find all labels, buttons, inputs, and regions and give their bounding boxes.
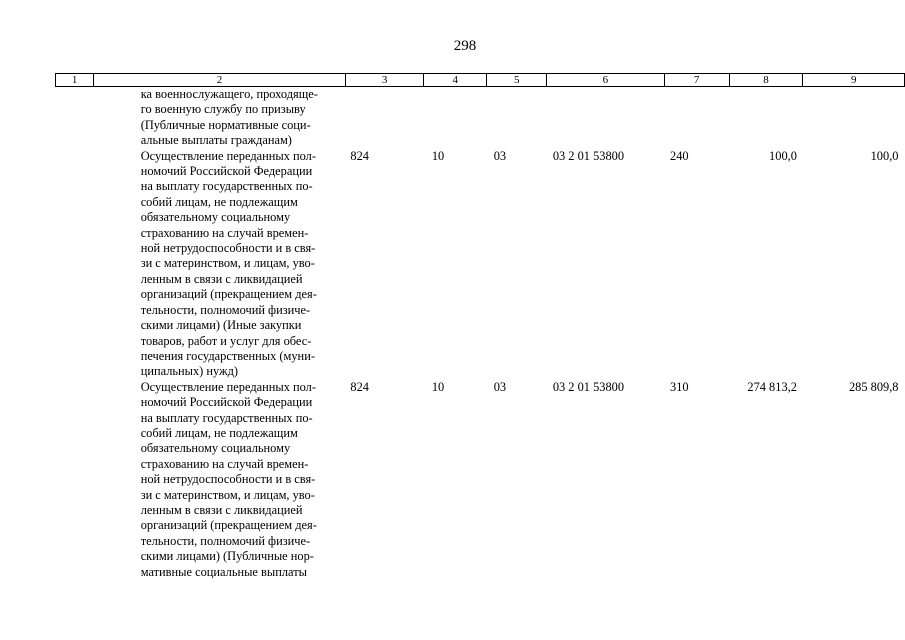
description-line: зи с материнством, и лицам, уво-: [140, 256, 315, 271]
description-line: организаций (прекращением дея-: [140, 287, 317, 302]
header-row: [56, 74, 905, 87]
budget-table: [55, 73, 905, 580]
header-col-5: 5: [487, 74, 547, 87]
table-row: [56, 87, 905, 149]
description-line: Осуществление переданных пол-: [140, 379, 316, 394]
description-line: го военную службу по призыву: [140, 102, 306, 117]
cell-admin-code: 824: [350, 148, 369, 163]
description-line: обязательному социальному: [140, 441, 291, 456]
description-line: ной нетрудоспособности и в свя-: [140, 472, 316, 487]
description-line: товаров, работ и услуг для обес-: [140, 333, 312, 348]
description-line: Осуществление переданных пол-: [140, 148, 316, 163]
header-col-2: 2: [94, 74, 346, 87]
cell-amount-year-2: 285 809,8: [848, 379, 899, 394]
description-line: на выплату государственных по-: [140, 410, 313, 425]
table-row: [56, 149, 905, 380]
cell-section: [424, 87, 487, 149]
cell-target-article: 03 2 01 53800: [552, 379, 625, 394]
cell-amount-year-1: [729, 87, 803, 149]
cell-amount-year-1: 274 813,2: [747, 379, 797, 394]
cell-amount-year-2: 100,0: [870, 148, 899, 163]
cell-target-article: [547, 87, 664, 149]
description-line: мативные социальные выплаты: [140, 564, 307, 579]
description-line: номочий Российской Федерации: [140, 164, 313, 179]
description-line: ленным в связи с ликвидацией: [140, 271, 303, 286]
description-line: ципальных) нужд): [140, 364, 239, 379]
cell-subsection: [487, 87, 547, 149]
header-col-8: 8: [729, 74, 803, 87]
description-line: скими лицами) (Публичные нор-: [140, 549, 314, 564]
cell-expense-type: 310: [670, 379, 689, 394]
description-line: скими лицами) (Иные закупки: [140, 318, 302, 333]
description-line: страхованию на случай времен-: [140, 456, 309, 471]
header-col-6: 6: [547, 74, 664, 87]
cell-subsection: 03: [493, 379, 507, 394]
description-line: тельности, полномочий физиче-: [140, 302, 311, 317]
header-col-3: 3: [345, 74, 423, 87]
description-line: тельности, полномочий физиче-: [140, 533, 311, 548]
cell-amount-year-2: [803, 87, 905, 149]
cell-col-1: [56, 380, 94, 580]
description-line: страхованию на случай времен-: [140, 225, 309, 240]
cell-section: 10: [431, 148, 445, 163]
header-col-1: 1: [56, 74, 94, 87]
description-line: ной нетрудоспособности и в свя-: [140, 241, 316, 256]
description-line: альные выплаты гражданам): [140, 133, 292, 148]
cell-expense-type: 240: [670, 148, 689, 163]
description-line: номочий Российской Федерации: [140, 395, 313, 410]
cell-admin-code: 824: [350, 379, 369, 394]
cell-section: 10: [431, 379, 445, 394]
description-line: ленным в связи с ликвидацией: [140, 502, 303, 517]
description-line: (Публичные нормативные соци-: [140, 117, 311, 132]
description-line: зи с материнством, и лицам, уво-: [140, 487, 315, 502]
cell-target-article: 03 2 01 53800: [552, 148, 625, 163]
description-line: на выплату государственных по-: [140, 179, 313, 194]
cell-admin-code: [345, 87, 423, 149]
row-description: [94, 87, 346, 149]
table-body: [56, 87, 905, 581]
cell-col-1: [56, 149, 94, 380]
description-line: организаций (прекращением дея-: [140, 518, 317, 533]
row-description: [94, 149, 346, 380]
page-number: 298: [453, 38, 477, 54]
header-col-4: 4: [424, 74, 487, 87]
cell-subsection: 03: [493, 148, 507, 163]
row-description: [94, 380, 346, 580]
description-line: собий лицам, не подлежащим: [140, 194, 298, 209]
description-line: обязательному социальному: [140, 210, 291, 225]
header-col-9: 9: [803, 74, 905, 87]
description-line: ка военнослужащего, проходяще-: [140, 87, 318, 101]
cell-amount-year-1: 100,0: [769, 148, 797, 163]
cell-expense-type: [664, 87, 729, 149]
description-line: собий лицам, не подлежащим: [140, 425, 298, 440]
cell-col-1: [56, 87, 94, 149]
description-line: печения государственных (муни-: [140, 348, 315, 363]
table-row: [56, 380, 905, 580]
header-col-7: 7: [664, 74, 729, 87]
